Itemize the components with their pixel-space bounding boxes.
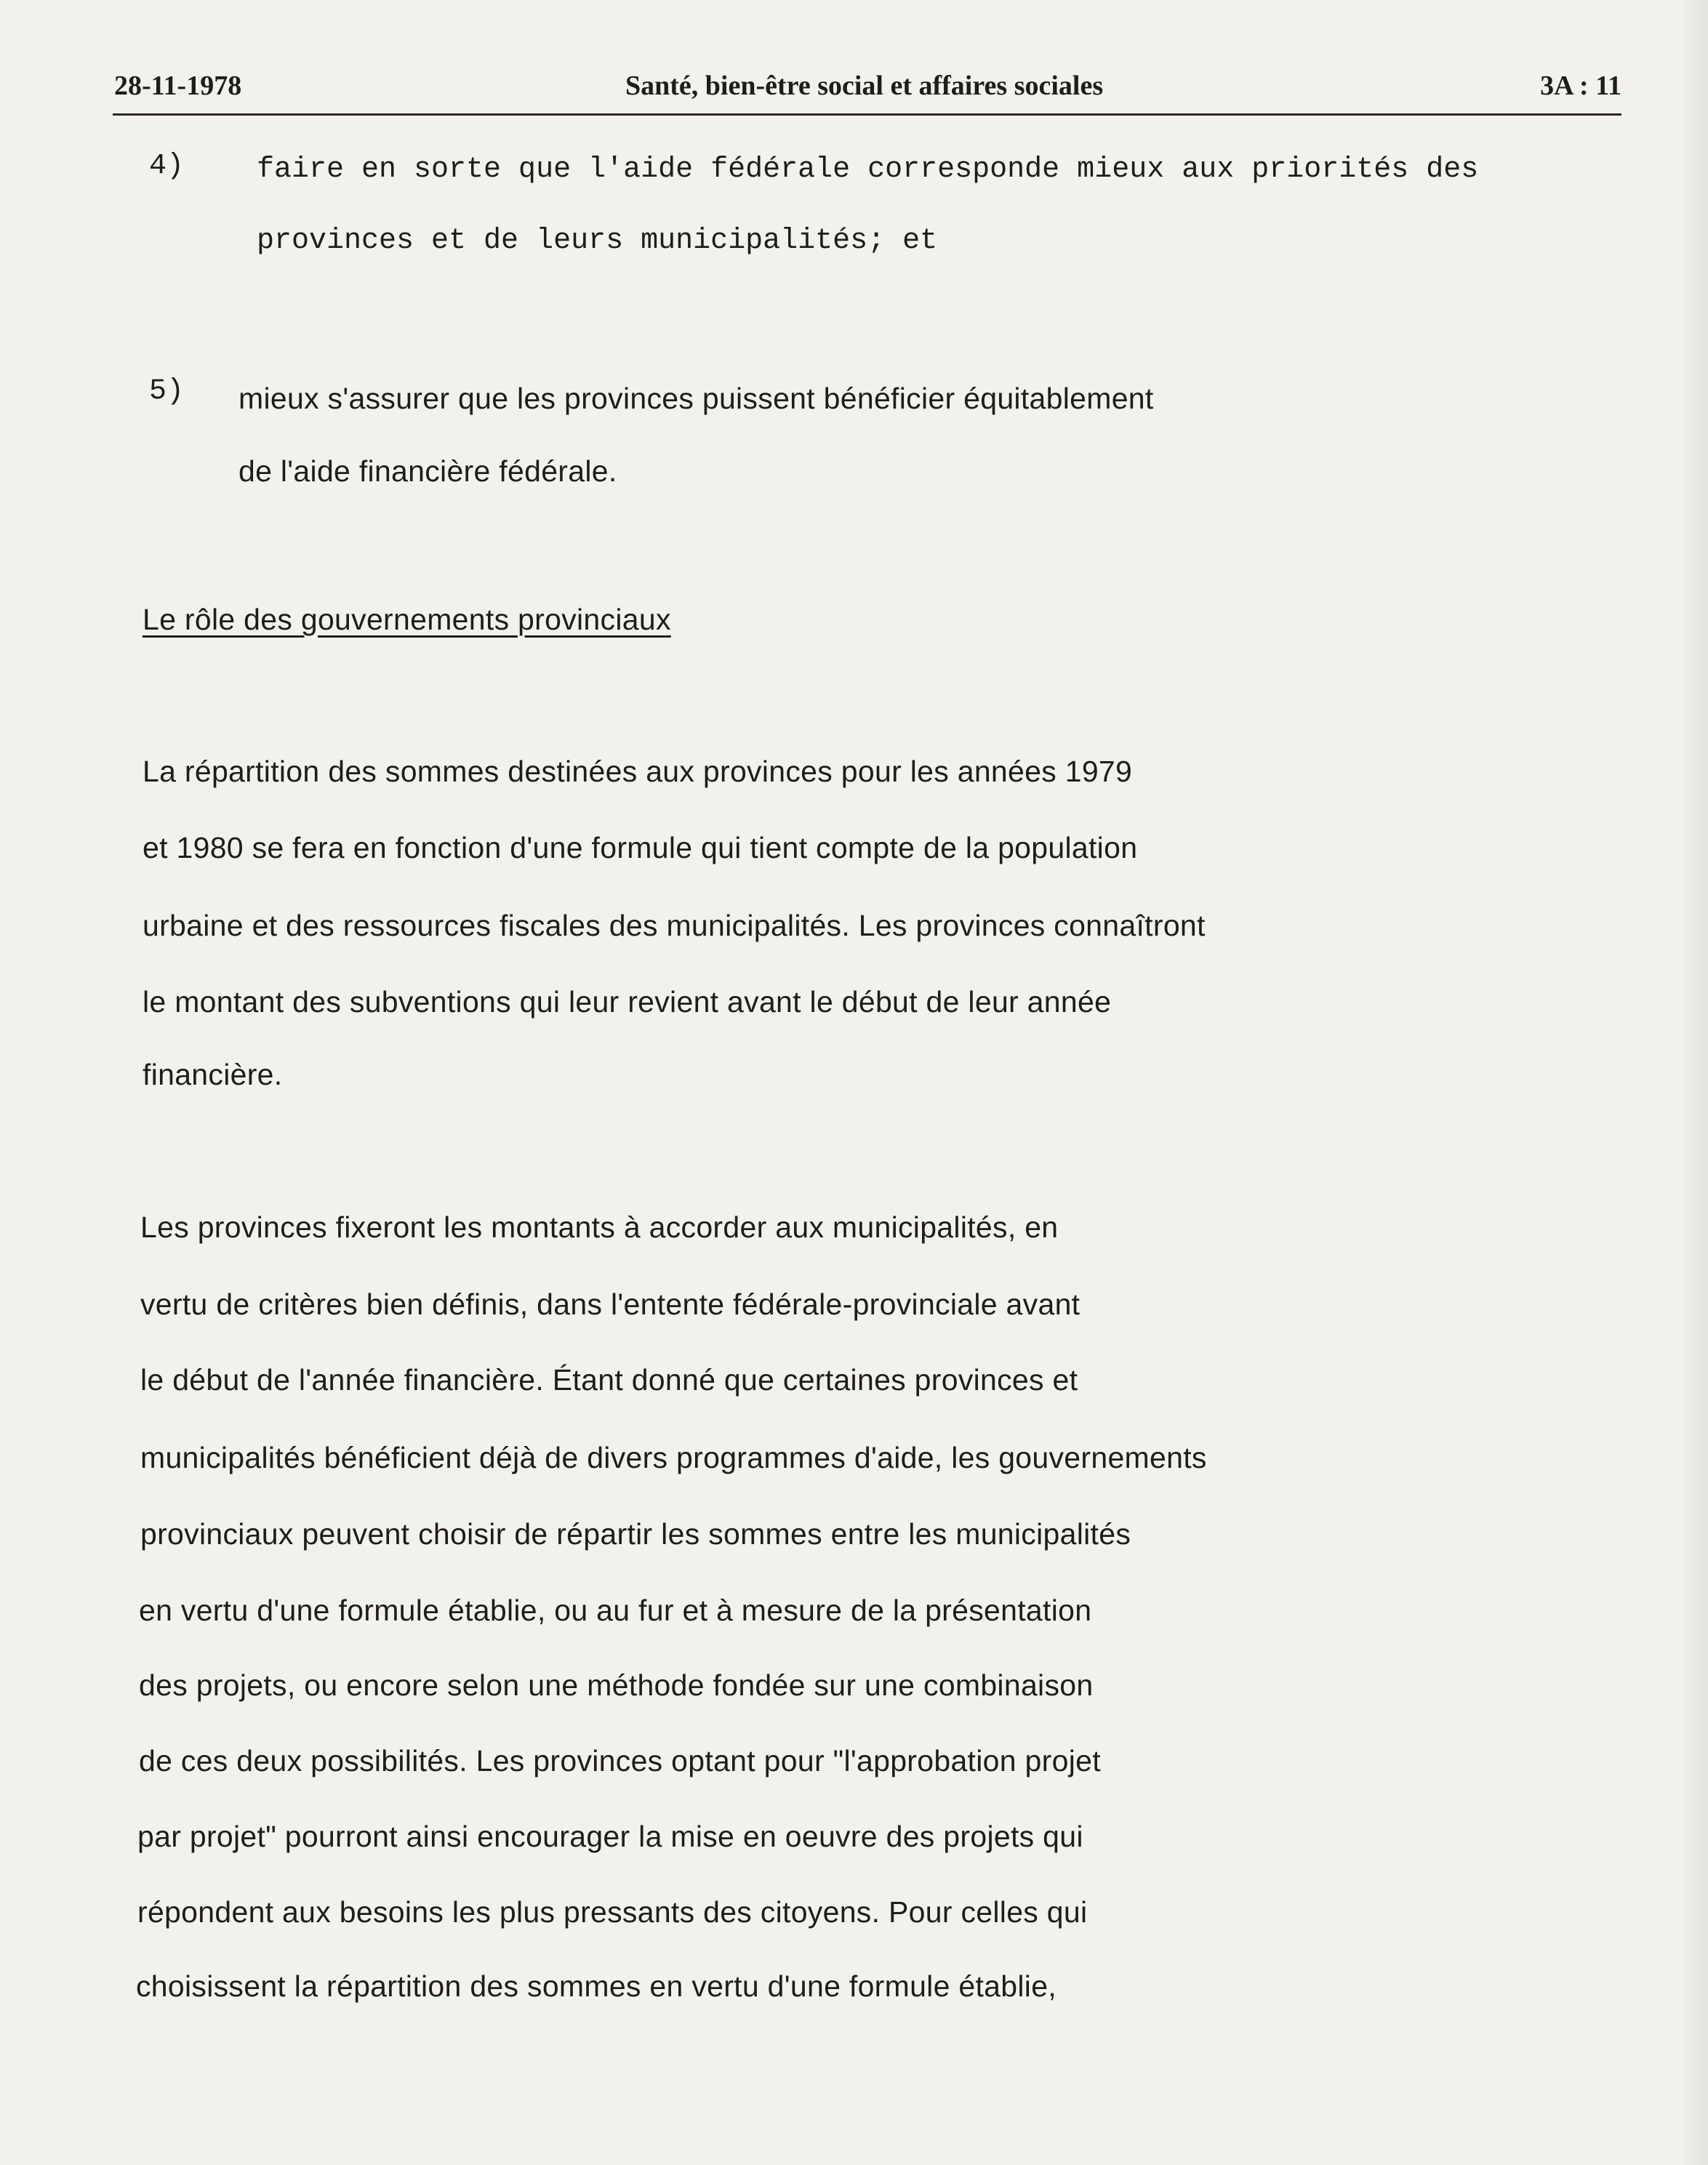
- paragraph-line: le montant des subventions qui leur revient avant le début de leur année: [143, 985, 1112, 1019]
- paragraph-line: vertu de critères bien définis, dans l'entente fédérale-provinciale avant: [140, 1288, 1080, 1321]
- page-header: [113, 70, 1621, 108]
- paragraph-line: en vertu d'une formule établie, ou au fur et à mesure de la présentation: [139, 1594, 1092, 1627]
- paragraph-line: La répartition des sommes destinées aux provinces pour les années 1979: [143, 755, 1133, 788]
- list-item-line: provinces et de leurs municipalités; et: [257, 225, 938, 257]
- paragraph-line: choisissent la répartition des sommes en vertu d'une formule établie,: [136, 1969, 1057, 2003]
- list-item-line: faire en sorte que l'aide fédérale corresponde mieux aux priorités des: [257, 153, 1479, 186]
- paragraph-line: provinciaux peuvent choisir de répartir les sommes entre les municipalités: [140, 1517, 1131, 1551]
- paragraph-line: et 1980 se fera en fonction d'une formule qui tient compte de la population: [143, 831, 1138, 864]
- header-rule: [113, 113, 1621, 116]
- paragraph-line: financière.: [143, 1058, 283, 1091]
- paragraph-line: des projets, ou encore selon une méthode fondée sur une combinaison: [139, 1668, 1094, 1702]
- paragraph-line: Les provinces fixeront les montants à accorder aux municipalités, en: [140, 1210, 1059, 1244]
- list-item-line: mieux s'assurer que les provinces puissent bénéficier équitablement: [238, 382, 1154, 415]
- paragraph-line: le début de l'année financière. Étant donné que certaines provinces et: [140, 1363, 1078, 1397]
- paragraph-line: urbaine et des ressources fiscales des municipalités. Les provinces connaîtront: [143, 909, 1206, 942]
- paragraph-line: par projet" pourront ainsi encourager la mise en oeuvre des projets qui: [137, 1820, 1083, 1853]
- paragraph-line: de ces deux possibilités. Les provinces optant pour "l'approbation projet: [139, 1744, 1101, 1778]
- page-edge-shadow: [1679, 0, 1708, 2165]
- section-heading: Le rôle des gouvernements provinciaux: [143, 603, 671, 636]
- header-page-number: 3A : 11: [1540, 71, 1621, 101]
- header-title: Santé, bien-être social et affaires sociales: [625, 71, 1104, 101]
- paragraph-line: répondent aux besoins les plus pressants des citoyens. Pour celles qui: [137, 1895, 1088, 1929]
- list-item-number: 5): [149, 375, 185, 408]
- list-item-line: de l'aide financière fédérale.: [238, 454, 617, 488]
- paragraph-line: municipalités bénéficient déjà de divers programmes d'aide, les gouvernements: [140, 1441, 1207, 1474]
- header-date: 28-11-1978: [114, 71, 242, 101]
- list-item-number: 4): [149, 150, 185, 182]
